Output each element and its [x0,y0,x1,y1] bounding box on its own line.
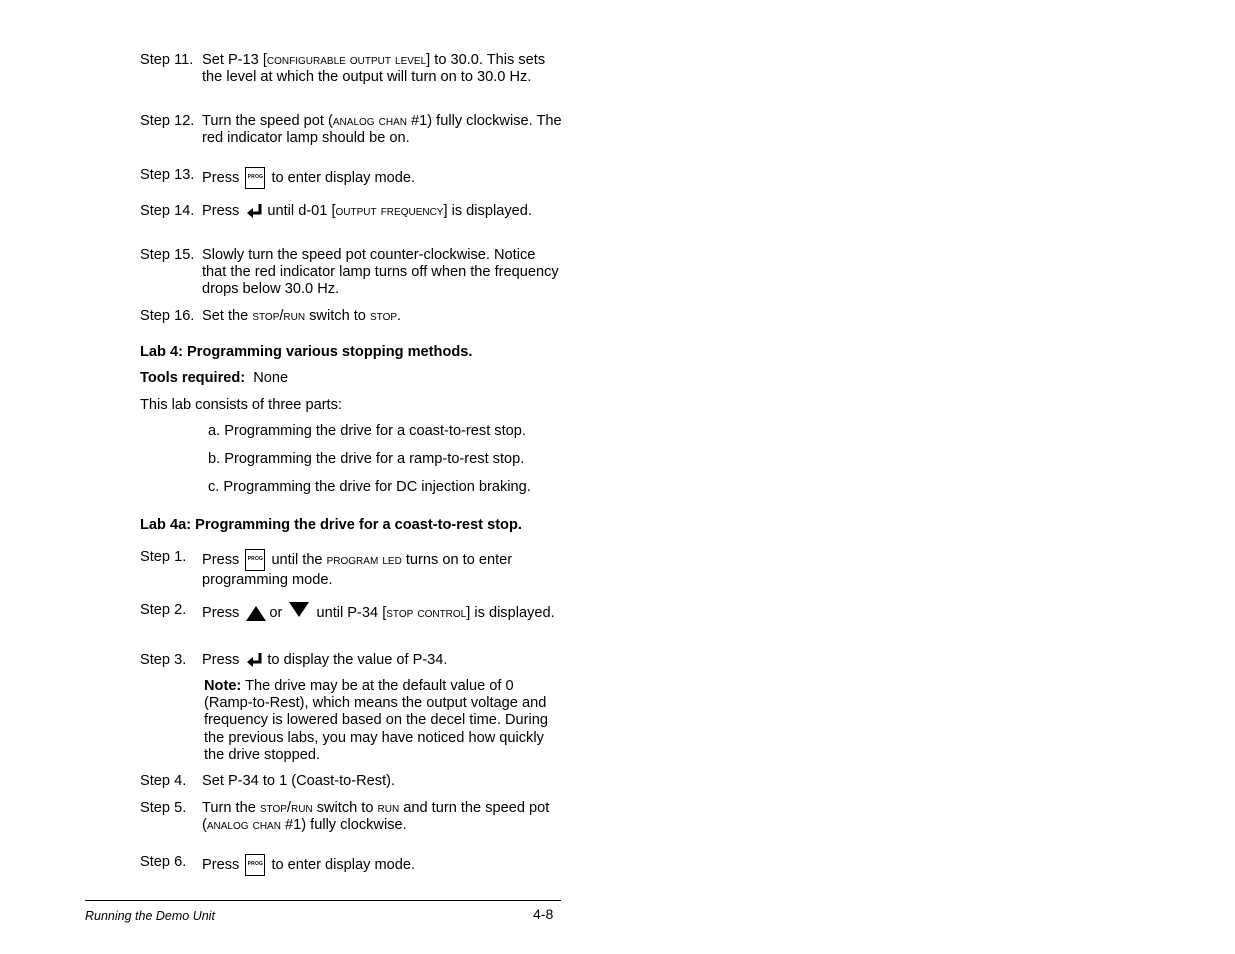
step-text: Press or until P-34 [stop control] is displayed. [202,602,562,622]
enter-key-icon [246,652,264,668]
step-15 [140,247,570,299]
prog-key-icon: PROG [245,549,265,571]
lab4-heading: Lab 4: Programming various stopping methods. [140,344,473,360]
lab4a-step-2 [140,602,570,622]
lab4a-step-1 [140,549,570,590]
step-number: Step 6. [140,854,187,870]
step-text: Press PROG to enter display mode. [202,167,562,189]
step-13 [140,167,570,189]
step-text: Slowly turn the speed pot counter-clockwise. Notice that the red indicator lamp turns off when the frequency drops below 30.0 Hz. [202,247,559,298]
step-text: Set P-34 to 1 (Coast-to-Rest). [202,773,396,789]
step-number: Step 4. [140,773,187,789]
list-item: b. Programming the drive for a ramp-to-rest stop. [208,451,525,467]
step-number: Step 13. [140,167,195,183]
lab4a-step-5 [140,800,570,834]
lab4a-step-4 [140,773,570,790]
step-text: Press PROG until the program led turns on to enter programming mode. [202,549,562,590]
step-number: Step 16. [140,308,195,324]
list-item: a. Programming the drive for a coast-to-rest stop. [208,423,526,439]
step-text: Turn the speed pot (analog chan #1) fully clockwise. The red indicator lamp should be on. [202,113,562,147]
step-number: Step 12. [140,113,195,129]
page-number: 4-8 [533,906,554,922]
step-number: Step 14. [140,203,195,219]
note: Note: The drive may be at the default value of 0 (Ramp-to-Rest), which means the output voltage and frequency is lowered based on the decel time. During the previous labs, you may have noticed how quickly the drive stopped. [204,678,548,763]
lab4a-step-6 [140,854,570,876]
tools-required: Tools required: None [140,370,289,386]
step-14 [140,203,570,220]
step-text: Turn the stop/run switch to run and turn the speed pot (analog chan #1) fully clockwise. [202,800,550,834]
lab4-intro: This lab consists of three parts: [140,397,342,413]
lab4a-heading: Lab 4a: Programming the drive for a coast-to-rest stop. [140,517,522,533]
step-number: Step 15. [140,247,195,263]
prog-key-icon: PROG [245,167,265,189]
step-text: Set the stop/run switch to stop. [202,308,402,324]
step-16 [140,308,570,325]
step-number: Step 1. [140,549,187,565]
step-number: Step 2. [140,602,187,618]
step-text: Set P-13 [configurable output level] to 30.0. This sets the level at which the output will turn on to 30.0 Hz. [202,52,546,86]
step-11 [140,52,570,86]
step-number: Step 3. [140,652,187,668]
step-12 [140,113,570,147]
step-text: Press PROG to enter display mode. [202,854,562,876]
up-arrow-icon [246,606,266,621]
enter-key-icon [246,203,264,219]
footer-title: Running the Demo Unit [85,909,215,923]
prog-key-icon: PROG [245,854,265,876]
step-number: Step 5. [140,800,187,816]
footer-rule [85,900,561,901]
step-text: Press until d-01 [output frequency] is displayed. [202,203,532,219]
step-text: Press to display the value of P-34. [202,652,448,668]
list-item: c. Programming the drive for DC injection braking. [208,479,531,495]
lab4a-step-3 [140,652,570,669]
step-number: Step 11. [140,52,194,68]
down-arrow-icon [289,602,309,617]
